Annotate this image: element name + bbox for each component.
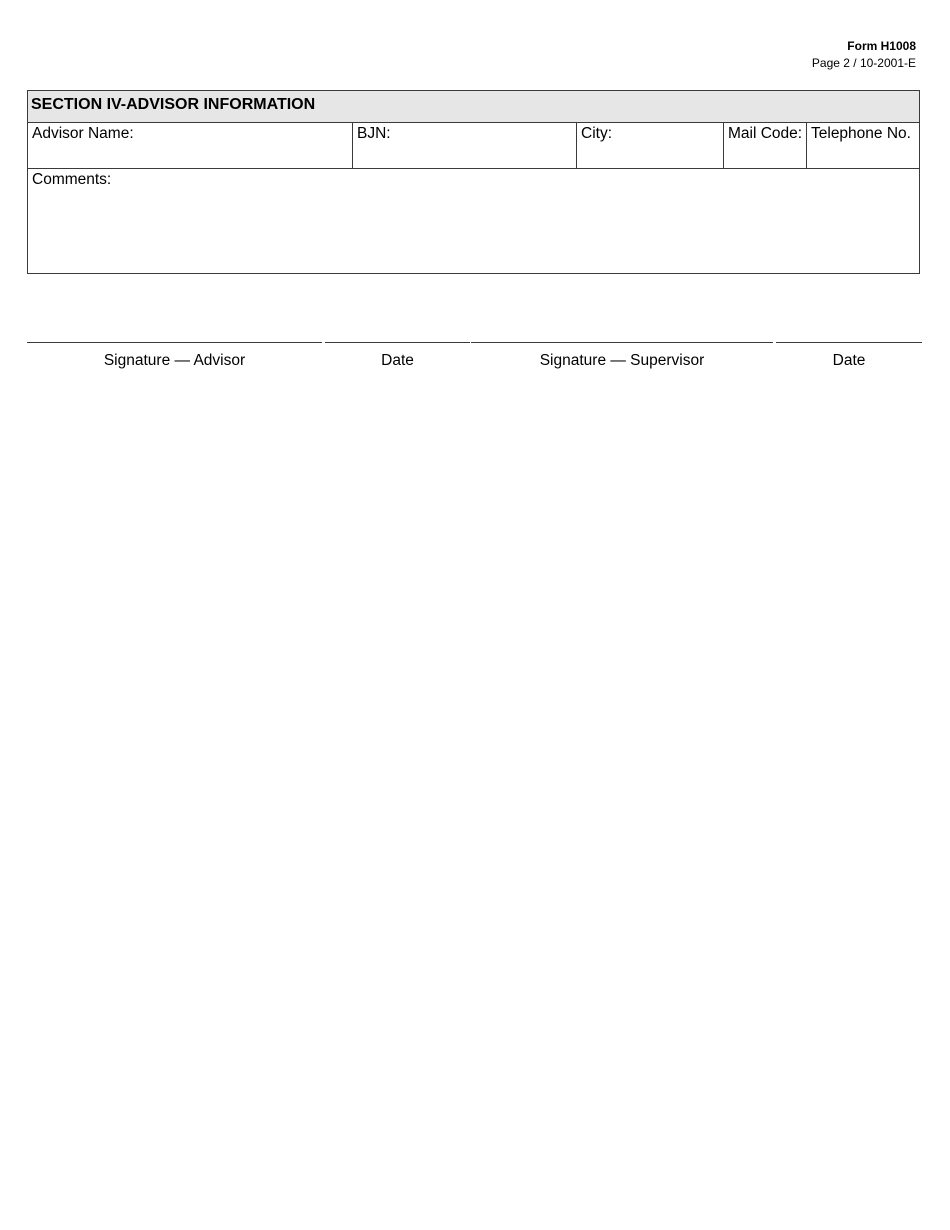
telephone-field[interactable]: Telephone No.	[811, 125, 911, 142]
advisor-signature-line[interactable]	[27, 342, 322, 343]
comments-field[interactable]: Comments:	[32, 171, 112, 188]
form-header	[812, 38, 916, 72]
form-number: Form H1008	[847, 39, 916, 53]
advisor-signature-label: Signature — Advisor	[103, 352, 246, 369]
supervisor-date-line[interactable]	[776, 342, 922, 343]
bjn-field[interactable]: BJN:	[353, 123, 577, 168]
advisor-date-line[interactable]	[325, 342, 470, 343]
city-field[interactable]: City:	[577, 123, 724, 168]
advisor-name-field[interactable]: Advisor Name:	[28, 123, 353, 168]
supervisor-signature-line[interactable]	[471, 342, 773, 343]
supervisor-date-label: Date	[832, 352, 866, 369]
advisor-info-row	[28, 123, 919, 169]
supervisor-signature-label: Signature — Supervisor	[539, 352, 705, 369]
advisor-information-section	[27, 90, 920, 274]
advisor-date-label: Date	[381, 352, 414, 369]
section-title: SECTION IV-ADVISOR INFORMATION	[28, 91, 919, 123]
form-page-info: Page 2 / 10-2001-E	[811, 56, 916, 70]
mail-code-field[interactable]: Mail Code:	[724, 123, 807, 168]
